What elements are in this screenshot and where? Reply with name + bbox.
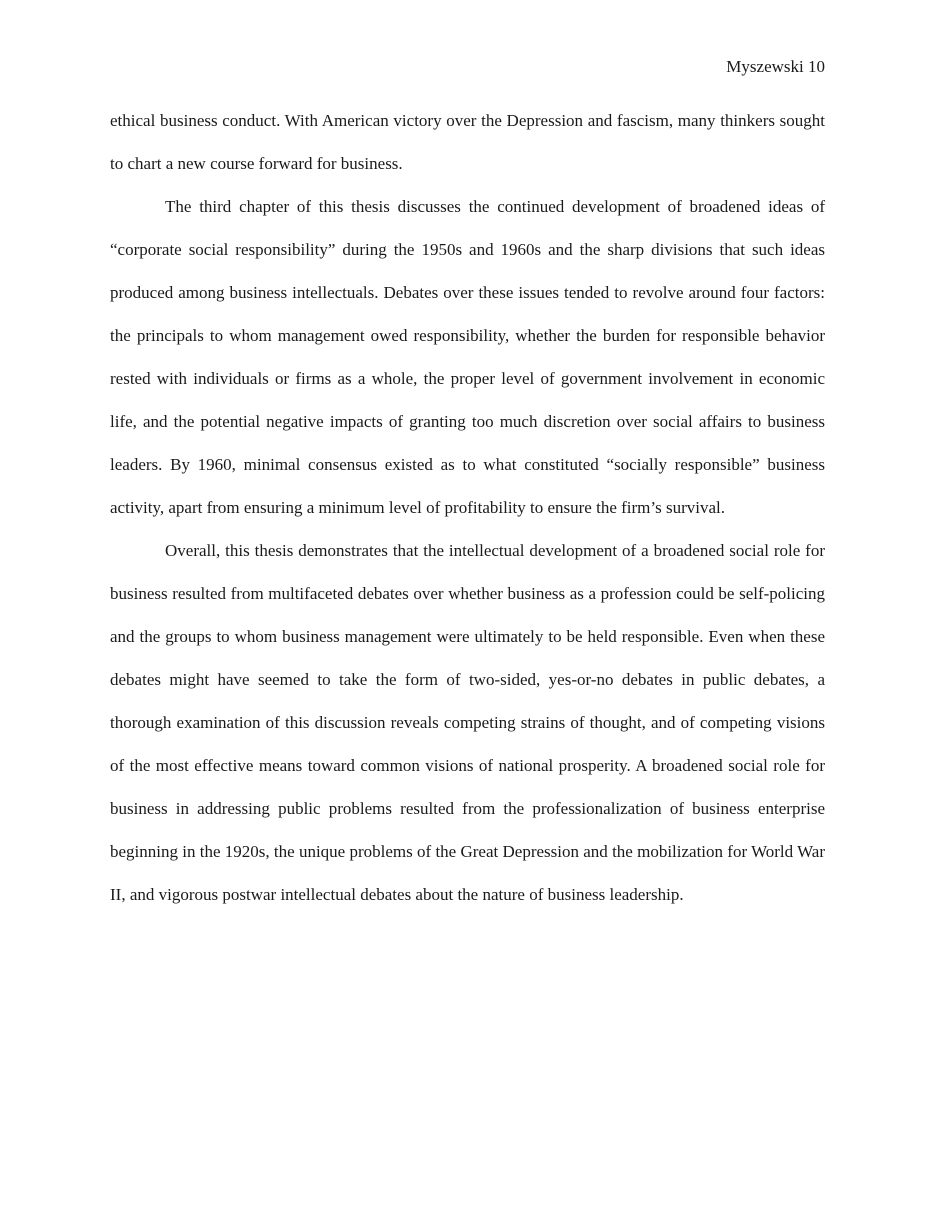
running-head: Myszewski 10 <box>726 57 825 76</box>
paragraph-overall: Overall, this thesis demonstrates that the intellectual development of a broadened social role for business resulted from multifaceted debates over whether business as a profession could be self-policing and the groups to whom business management were ultimately to be held responsible. Even when these debates might have seemed to take the form of two-sided, yes-or-no debates in public debates, a thorough examination of this discussion reveals competing strains of thought, and of competing visions of the most effective means toward common visions of national prosperity. A broadened social role for business in addressing public problems resulted from the professionalization of business enterprise beginning in the 1920s, the unique problems of the Great Depression and the mobilization for World War II, and vigorous postwar intellectual debates about the nature of business leadership. <box>110 541 825 904</box>
paragraph-third-chapter: The third chapter of this thesis discusses the continued development of broadened ideas of “corporate social responsibility” during the 1950s and 1960s and the sharp divisions that such ideas produced among business intellectuals. Debates over these issues tended to revolve around four factors: the principals to whom management owed responsibility, whether the burden for responsible behavior rested with individuals or firms as a whole, the proper level of government involvement in economic life, and the potential negative impacts of granting too much discretion over social affairs to business leaders. By 1960, minimal consensus existed as to what constituted “socially responsible” business activity, apart from ensuring a minimum level of profitability to ensure the firm’s survival. <box>110 197 825 517</box>
paragraph-continuation: ethical business conduct. With American victory over the Depression and fascism, many thinkers sought to chart a new course forward for business. <box>110 111 825 173</box>
body-text <box>110 99 825 916</box>
